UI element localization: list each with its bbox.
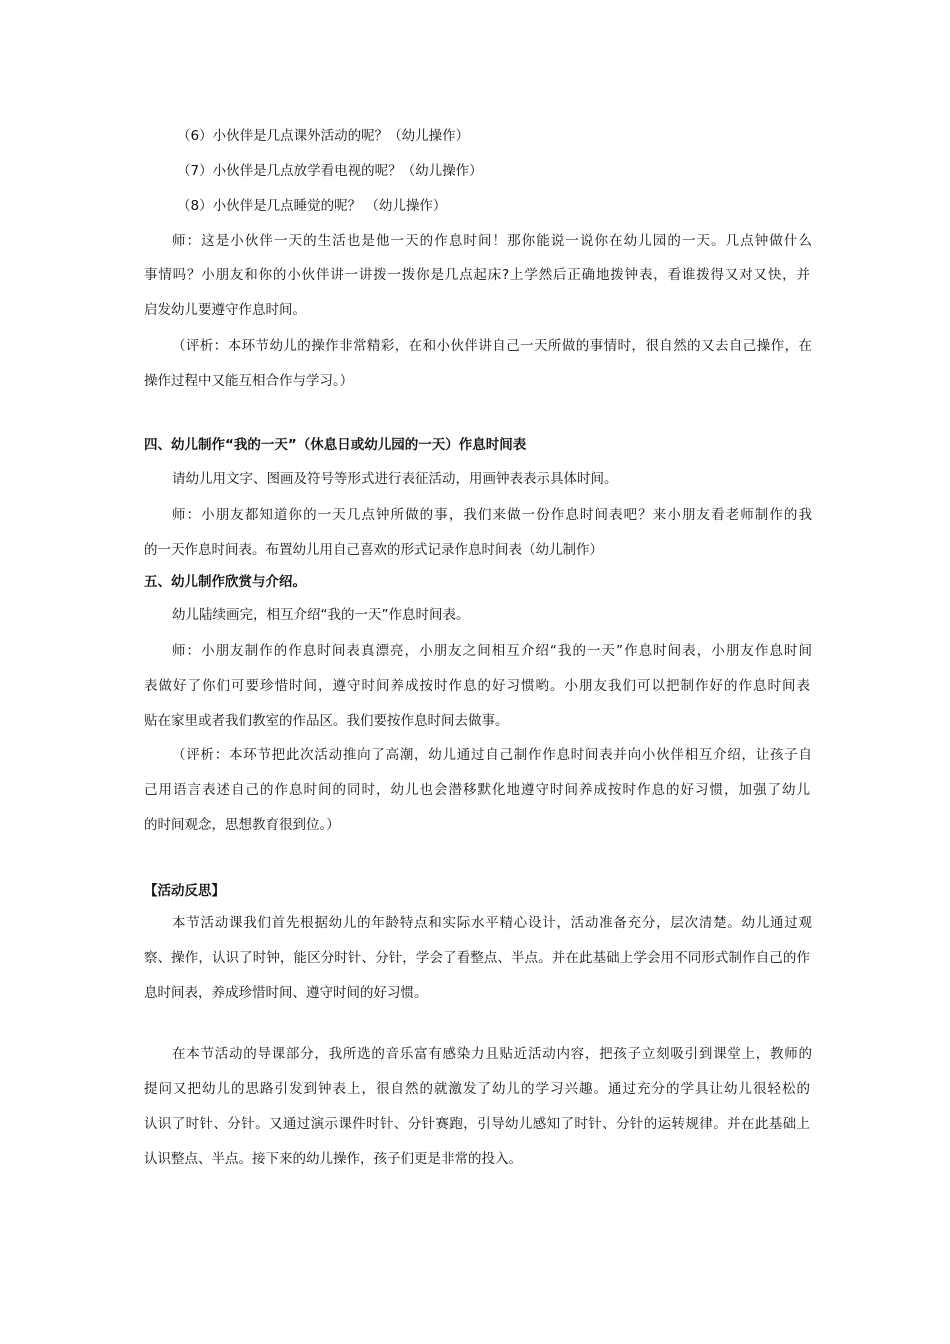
- teacher-intro-line-3: 启发幼儿要遵守作息时间。: [144, 302, 306, 318]
- section-5-teacher-line-1: 师：小朋友制作的作息时间表真漂亮，小朋友之间相互介绍“我的一天”作息时间表，小朋友作息时间: [172, 643, 812, 659]
- section-5-comment-line-2: 己用语言表述自己的作息时间的同时，幼儿也会潜移默化地遵守时间养成按时作息的好习惯，加强了幼儿: [144, 782, 810, 798]
- reflection-p2-line-1: 在本节活动的导课部分，我所选的音乐富有感染力且贴近活动内容，把孩子立刻吸引到课堂上，教师的: [172, 1046, 812, 1062]
- reflection-p2-line-2: 提问又把幼儿的思路引发到钟表上，很自然的就激发了幼儿的学习兴趣。通过充分的学具让幼儿很轻松的: [144, 1081, 810, 1097]
- section-5-teacher-line-2: 表做好了你们可要珍惜时间，遵守时间养成按时作息的好习惯哟。小朋友我们可以把制作好的作息时间表: [144, 678, 810, 694]
- teacher-intro-line-2: 事情吗？小朋友和你的小伙伴讲一讲拨一拨你是几点起床?上学然后正确地拨钟表，看谁拨得又对又快，并: [144, 267, 810, 283]
- question-6: （6）小伙伴是几点课外活动的呢？（幼儿操作）: [177, 128, 470, 144]
- section-5-intro: 幼儿陆续画完，相互介绍“我的一天”作息时间表。: [172, 607, 470, 623]
- section-4-teacher-line-1: 师：小朋友都知道你的一天几点钟所做的事，我们来做一份作息时间表吧？来小朋友看老师制作的我: [172, 507, 812, 523]
- comment-1-line-2: 操作过程中又能互相合作与学习。）: [144, 373, 354, 389]
- reflection-p1-line-1: 本节活动课我们首先根据幼儿的年龄特点和实际水平精心设计，活动准备充分，层次清楚。幼儿通过观: [172, 915, 812, 931]
- teacher-intro-line-1: 师：这是小伙伴一天的生活也是他一天的作息时间！那你能说一说你在幼儿园的一天。几点钟做什么: [172, 233, 812, 249]
- section-4-heading: 四、幼儿制作“我的一天”（休息日或幼儿园的一天）作息时间表: [144, 437, 527, 453]
- reflection-heading: 【活动反思】: [144, 883, 225, 899]
- reflection-p2-line-3: 认识了时针、分针。又通过演示课件时针、分针赛跑，引导幼儿感知了时针、分针的运转规律。并在此基础上: [144, 1116, 810, 1132]
- reflection-p2-line-4: 认识整点、半点。接下来的幼儿操作，孩子们更是非常的投入。: [144, 1151, 522, 1167]
- question-8: （8）小伙伴是几点睡觉的呢？ （幼儿操作）: [177, 198, 447, 214]
- comment-1-line-1: （评析：本环节幼儿的操作非常精彩，在和小伙伴讲自己一天所做的事情时，很自然的又去自己操作，在: [172, 338, 812, 354]
- section-5-teacher-line-3: 贴在家里或者我们教室的作品区。我们要按作息时间去做事。: [144, 713, 509, 729]
- section-5-comment-line-3: 的时间观念，思想教育很到位。）: [144, 817, 340, 833]
- question-7: （7）小伙伴是几点放学看电视的呢？（幼儿操作）: [177, 163, 483, 179]
- section-4-teacher-line-2: 的一天作息时间表。布置幼儿用自己喜欢的形式记录作息时间表（幼儿制作）: [144, 542, 603, 558]
- reflection-p1-line-2: 察、操作，认识了时钟，能区分时针、分针，学会了看整点、半点。并在此基础上学会用不同形式制作自己的作: [144, 950, 810, 966]
- section-5-heading: 五、幼儿制作欣赏与介绍。: [144, 574, 306, 590]
- reflection-p1-line-3: 息时间表，养成珍惜时间、遵守时间的好习惯。: [144, 985, 428, 1001]
- section-5-comment-line-1: （评析：本环节把此次活动推向了高潮，幼儿通过自己制作作息时间表并向小伙伴相互介绍，让孩子自: [172, 747, 812, 763]
- section-4-instruction: 请幼儿用文字、图画及符号等形式进行表征活动，用画钟表表示具体时间。: [172, 471, 618, 487]
